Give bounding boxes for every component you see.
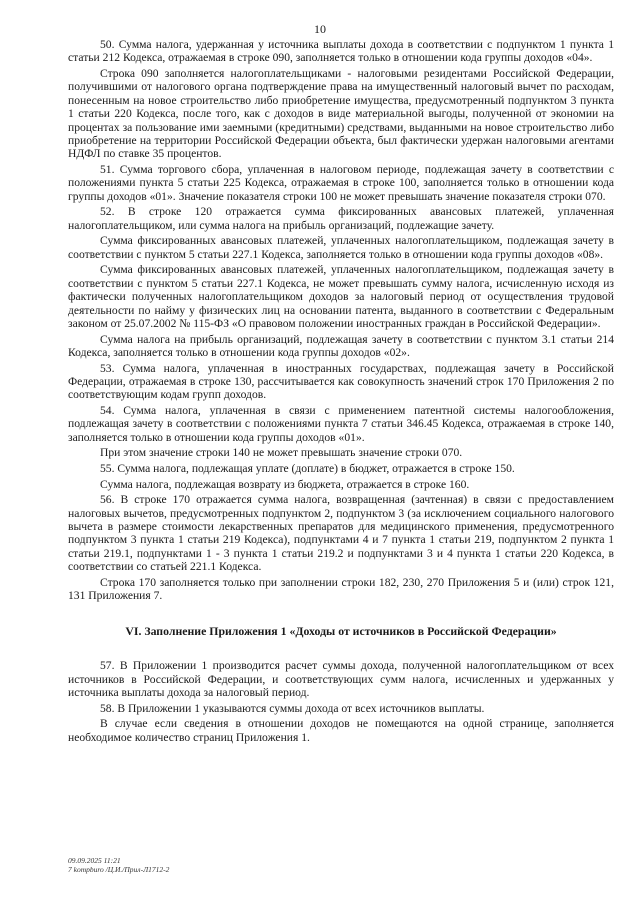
paragraph: 52. В строке 120 отражается сумма фиксированных авансовых платежей, уплаченная налогоплательщиком, или сумма налога на прибыль организаций, подлежащие зачету.: [68, 205, 614, 232]
paragraph: 50. Сумма налога, удержанная у источника выплаты дохода в соответствии с подпунктом 1 пункта 1 статьи 212 Кодекса, отражаемая в строке 090, заполняется только в отношении кода группы доходов «04».: [68, 38, 614, 65]
page-number: 10: [314, 22, 326, 36]
paragraph: 51. Сумма торгового сбора, уплаченная в налоговом периоде, подлежащая зачету в соответствии с положениями пункта 5 статьи 225 Кодекса, отражаемая в строке 100, заполняется только в отношении кода группы доходов «01». Значение показателя строки 100 не может превышать значение показателя строки 070.: [68, 163, 614, 203]
paragraph: 53. Сумма налога, уплаченная в иностранных государствах, подлежащая зачету в Российской Федерации, отражаемая в строке 130, рассчитывается как совокупность значений строк 170 Приложения 2 по соответствующим кодам групп доходов.: [68, 361, 614, 402]
footer-date: 09.09.2025 11:21: [68, 856, 121, 865]
section-heading: VI. Заполнение Приложения 1 «Доходы от источников в Российской Федерации»: [125, 623, 557, 638]
paragraph: Сумма фиксированных авансовых платежей, уплаченных налогоплательщиком, подлежащая зачету в соответствии с пунктом 5 статьи 227.1 Кодекса, заполняется только в отношении кода группы доходов «08».: [68, 234, 614, 261]
footer-reference: 7 kompburo /Ц.И./Прил-Л1712-2: [68, 865, 170, 874]
paragraph: Сумма налога на прибыль организаций, подлежащая зачету в соответствии с пунктом 3.1 статьи 214 Кодекса, заполняется только в отношении кода группы доходов «02».: [68, 332, 614, 360]
paragraph: Строка 090 заполняется налогоплательщиками - налоговыми резидентами Российской Федерации, получившими от налогового органа подтверждение права на имущественный налоговый вычет по расходам, понесенным на новое строительство либо приобретение имущества, предусмотренный подпунктом 3 пункта 1 статьи 220 Кодекса, после того, как с доходов в виде материальной выгоды, полученной от экономии на процентах за пользование ими заемными (кредитными) средствами, выданными на новое строительство либо приобретение на территории Российской Федерации объекта, был фактически удержан налоговыми агентами НДФЛ по ставке 35 процентов.: [68, 67, 614, 161]
paragraph: 55. Сумма налога, подлежащая уплате (доплате) в бюджет, отражается в строке 150.: [100, 462, 515, 476]
paragraph: При этом значение строки 140 не может превышать значение строки 070.: [100, 446, 463, 460]
paragraph: В случае если сведения в отношении доходов не помещаются на одной странице, заполняется необходимое количество страниц Приложения 1.: [68, 717, 614, 744]
paragraph: 58. В Приложении 1 указываются суммы дохода от всех источников выплаты.: [100, 701, 485, 715]
paragraph: 54. Сумма налога, уплаченная в связи с применением патентной системы налогообложения, подлежащая зачету в соответствии с положениями пункта 7 статьи 346.45 Кодекса, отражаемая в строке 140, заполняется только в отношении кода группы доходов «01».: [68, 404, 614, 444]
document-body: [68, 38, 614, 746]
paragraph: Строка 170 заполняется только при заполнении строки 182, 230, 270 Приложения 5 и (или) строк 121, 131 Приложения 7.: [68, 575, 614, 603]
page-footer: [68, 856, 169, 874]
paragraph: Сумма фиксированных авансовых платежей, уплаченных налогоплательщиком, подлежащая зачету в соответствии с пунктом 5 статьи 227.1 Кодекса, не может превышать сумму налога, исчисленную исходя из фактически полученных налогоплательщиком доходов за налоговый период от осуществления трудовой деятельности по найму у физических лиц на основании патента, выданного в соответствии с Федеральным законом от 25.07.2002 № 115-ФЗ «О правовом положении иностранных граждан в Российской Федерации».: [68, 263, 614, 331]
paragraph: 57. В Приложении 1 производится расчет суммы дохода, полученной налогоплательщиком от всех источников в Российской Федерации, и соответствующих сумм налога, исчисленных и удержанных у источника выплаты дохода за налоговый период.: [68, 659, 614, 699]
paragraph: 56. В строке 170 отражается сумма налога, возвращенная (зачтенная) в связи с предоставлением налоговых вычетов, предусмотренных подпунктом 2, подпунктом 3 (за исключением социального налогового вычета в размере стоимости лекарственных препаратов для медицинского применения, предусмотренного подпунктом 3 пункта 1 статьи 219 Кодекса), подпунктами 4 и 7 пункта 1 статьи 219, подпунктом 2 пункта 1 статьи 219.1, подпунктами 1 - 3 пункта 1 статьи 219.2 и подпунктами 3 и 4 пункта 1 статьи 220 Кодекса, в соответствии со статьей 221.1 Кодекса.: [68, 493, 614, 574]
paragraph: Сумма налога, подлежащая возврату из бюджета, отражается в строке 160.: [100, 477, 470, 491]
